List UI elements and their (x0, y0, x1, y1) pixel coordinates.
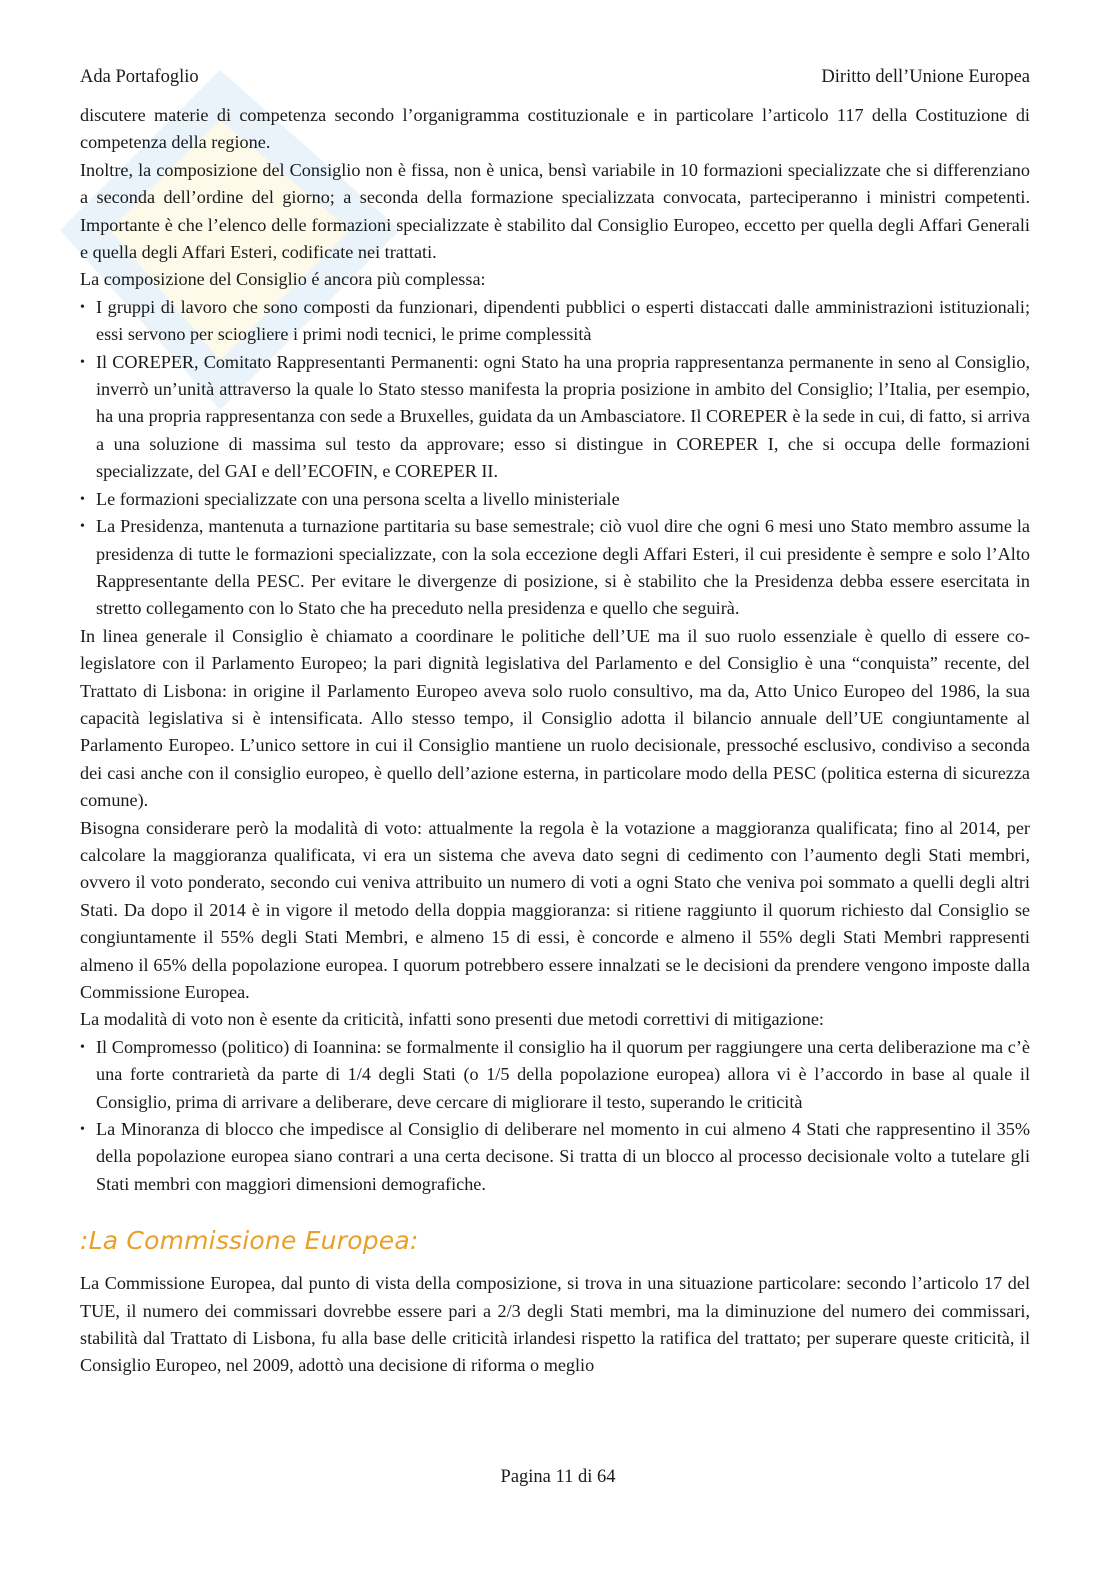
paragraph: La Commissione Europea, dal punto di vista della composizione, si trova in una situazione particolare: secondo l’articolo 17 del TUE, il numero dei commissari dovrebbe essere pari a 2/3 degli Stati membri, ma la diminuzione del numero dei commissari, stabilità dal Trattato di Lisbona, fu alla base delle criticità irlandesi rispetto la ratifica del trattato; per superare queste criticità, il Consiglio Europeo, nel 2009, adottò una decisione di riforma o meglio (80, 1273, 1030, 1376)
paragraph: La composizione del Consiglio é ancora più complessa: (80, 269, 486, 290)
list-item: • Il Compromesso (politico) di Ioannina: se formalmente il consiglio ha il quorum per raggiungere una certa deliberazione ma c’è una forte contrarietà da parte di 1/4 degli Stati (o 1/5 della popolazione europea) allora vi è l’accordo in base al quale il Consiglio, prima di arrivare a deliberare, deve cercare di migliorare il testo, superando le criticità (80, 1034, 1030, 1116)
list-item: • La Presidenza, mantenuta a turnazione partitaria su base semestrale; ciò vuol dire che ogni 6 mesi uno Stato membro assume la presidenza di tutte le formazioni specializzate, con la sola eccezione degli Affari Esteri, il cui presidente è sempre e solo l’Alto Rappresentante della PESC. Per evitare le divergenze di posizione, si è stabilito che la Presidenza debba essere esercitata in stretto collegamento con lo Stato che ha preceduto nella presidenza e quello che seguirà. (80, 513, 1030, 623)
document-body (80, 102, 1030, 1380)
list-item: • Il COREPER, Comitato Rappresentanti Permanenti: ogni Stato ha una propria rappresentanza permanente in seno al Consiglio, inverrò un’unità attraverso la quale lo Stato stesso manifesta la propria posizione in ambito del Consiglio; l’Italia, per esempio, ha una propria rappresentanza con sede a Bruxelles, guidata da un Ambasciatore. Il COREPER è la sede in cui, di fatto, si arriva a una soluzione di massima sul testo da approvare; esso si distingue in COREPER I, che si occupa delle formazioni specializzate, del GAI e dell’ECOFIN, e COREPER II. (80, 349, 1030, 486)
list-item: • Le formazioni specializzate con una persona scelta a livello ministeriale (80, 486, 1030, 513)
bullet-list (80, 1034, 1030, 1198)
paragraph: discutere materie di competenza secondo l’organigramma costituzionale e in particolare l’articolo 117 della Costituzione di competenza della regione. (80, 105, 1030, 153)
paragraph: Bisogna considerare però la modalità di voto: attualmente la regola è la votazione a maggioranza qualificata; fino al 2014, per calcolare la maggioranza qualificata, vi era un sistema che aveva dato segni di cedimento con l’aumento degli Stati membri, ovvero il voto ponderato, secondo cui veniva attribuito un numero di voti a ogni Stato che veniva poi sommato a quelli degli altri Stati. Da dopo il 2014 è in vigore il metodo della doppia maggioranza: si ritiene raggiunto il quorum richiesto dal Consiglio se congiuntamente il 55% degli Stati Membri, e almeno 15 di essi, è concorde e almeno il 55% degli Stati Membri rappresenti almeno il 65% della popolazione europea. I quorum potrebbero essere innalzati se le decisioni da prendere vengono imposte dalla Commissione Europea. (80, 817, 1030, 1002)
paragraph: In linea generale il Consiglio è chiamato a coordinare le politiche dell’UE ma il suo ruolo essenziale è quello di essere co-legislatore con il Parlamento Europeo; la pari dignità legislativa del Parlamento e del Consiglio è una “conquista” recente, del Trattato di Lisbona: in origine il Parlamento Europeo aveva solo ruolo consultivo, ma da, Atto Unico Europeo del 1986, la sua capacità legislativa si è intensificata. Allo stesso tempo, il Consiglio adotta il bilancio annuale dell’UE congiuntamente al Parlamento Europeo. L’unico settore in cui il Consiglio mantiene un ruolo decisionale, pressoché esclusivo, condiviso a seconda dei casi anche con il consiglio europeo, è quello dell’azione esterna, in particolare modo della PESC (politica esterna di sicurezza comune). (80, 625, 1030, 811)
list-item: • I gruppi di lavoro che sono composti da funzionari, dipendenti pubblici o esperti distaccati dalle amministrazioni istituzionali; essi servono per sciogliere i primi nodi tecnici, le prime complessità (80, 294, 1030, 349)
header-course: Diritto dell’Unione Europea (821, 67, 1030, 87)
section-heading: :La Commissione Europea: (80, 1226, 419, 1256)
list-item: • La Minoranza di blocco che impedisce al Consiglio di deliberare nel momento in cui almeno 4 Stati che rappresentino il 35% della popolazione europea siano contrari a una certa decisone. Si tratta di un blocco al processo decisionale volto a tutelare gli Stati membri con maggiori dimensioni demografiche. (80, 1116, 1030, 1198)
paragraph: La modalità di voto non è esente da criticità, infatti sono presenti due metodi correttivi di mitigazione: (80, 1009, 824, 1030)
bullet-list (80, 294, 1030, 623)
page-header (80, 64, 1030, 90)
page-footer: Pagina 11 di 64 (500, 1467, 616, 1487)
header-author: Ada Portafoglio (80, 67, 199, 87)
paragraph: Inoltre, la composizione del Consiglio non è fissa, non è unica, bensì variabile in 10 formazioni specializzate che si differenziano a seconda dell’ordine del giorno; a seconda della formazione specializzata convocata, parteciperanno i ministri competenti. Importante è che l’elenco delle formazioni specializzate è stabilito dal Consiglio Europeo, eccetto per quella degli Affari Generali e quella degli Affari Esteri, codificate nei trattati. (80, 159, 1030, 263)
